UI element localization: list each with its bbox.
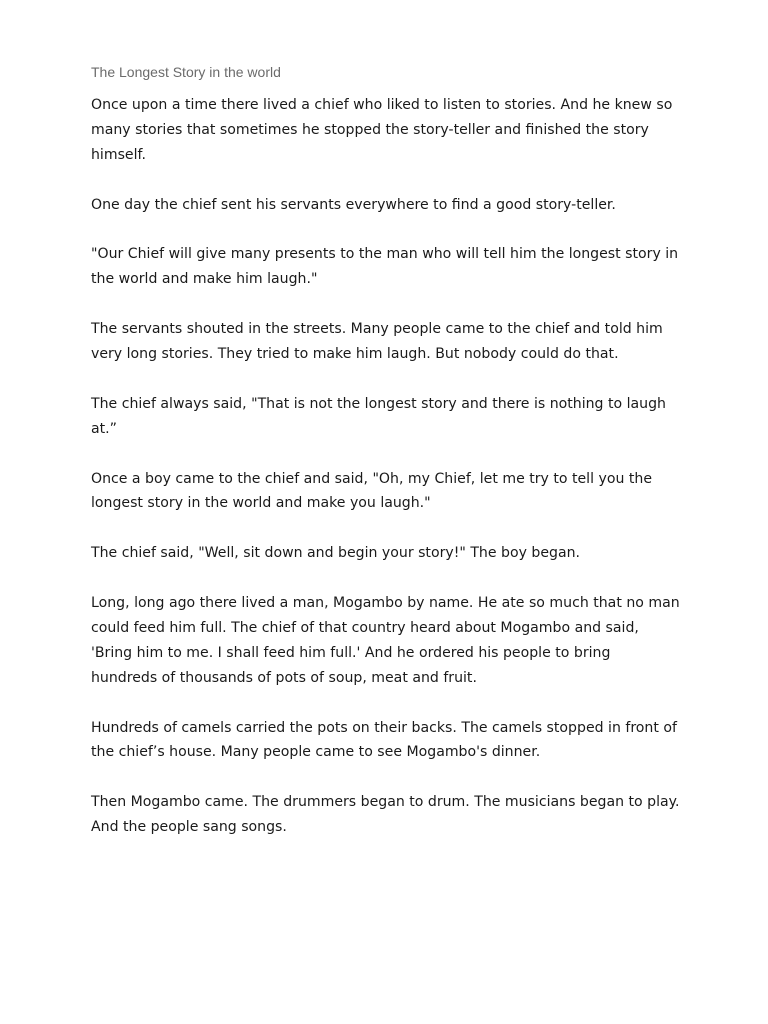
story-body	[91, 93, 681, 865]
story-paragraph: Once a boy came to the chief and said, "Oh, my Chief, let me try to tell you the longest story in the world and make you laugh."	[91, 470, 652, 512]
story-paragraph: The chief said, "Well, sit down and begin your story!" The boy began.	[91, 545, 581, 562]
story-paragraph: One day the chief sent his servants everywhere to find a good story-teller.	[91, 196, 616, 213]
story-paragraph: "Our Chief will give many presents to the man who will tell him the longest story in the world and make him laugh."	[91, 246, 679, 288]
story-paragraph: The servants shouted in the streets. Many people came to the chief and told him very long stories. They tried to make him laugh. But nobody could do that.	[91, 321, 663, 363]
story-paragraph: Long, long ago there lived a man, Mogambo by name. He ate so much that no man could feed him full. The chief of that country heard about Mogambo and said, 'Bring him to me. I shall feed him full.' And he ordered his people to bring hundreds of thousands of pots of soup, meat and fruit.	[91, 595, 680, 686]
story-paragraph: The chief always said, "That is not the longest story and there is nothing to laugh at.”	[91, 395, 666, 437]
document-title: The Longest Story in the world	[91, 64, 281, 80]
story-paragraph: Once upon a time there lived a chief who liked to listen to stories. And he knew so many stories that sometimes he stopped the story-teller and finished the story himself.	[91, 97, 673, 163]
story-paragraph: Then Mogambo came. The drummers began to drum. The musicians began to play. And the people sang songs.	[91, 794, 680, 836]
story-paragraph: Hundreds of camels carried the pots on their backs. The camels stopped in front of the chief’s house. Many people came to see Mogambo's dinner.	[91, 719, 677, 761]
